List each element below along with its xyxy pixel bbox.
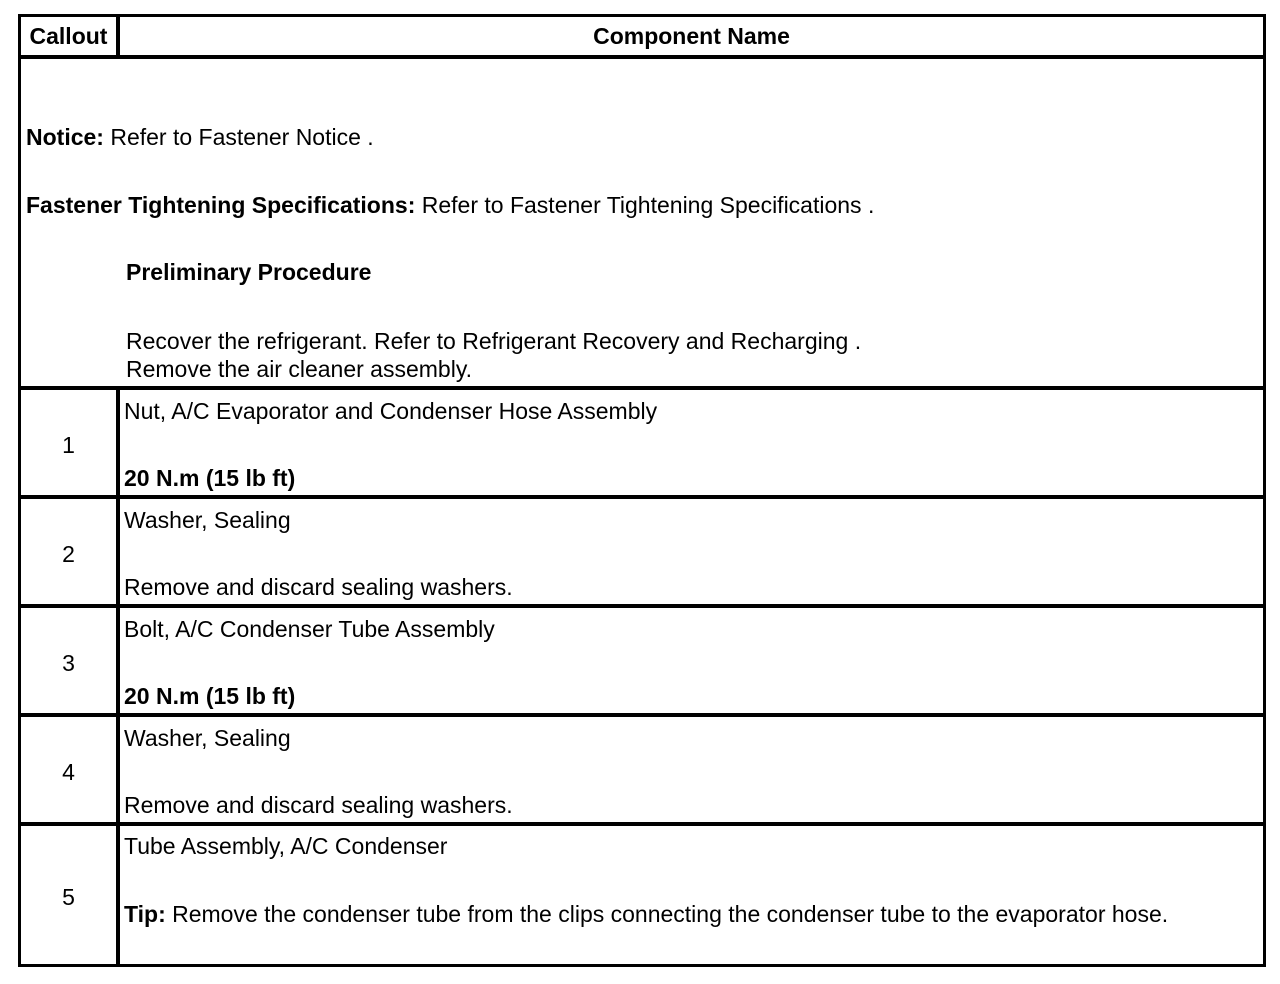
notice-text: Refer to Fastener Notice . (103, 124, 374, 150)
component-name: Nut, A/C Evaporator and Condenser Hose Assembly (124, 398, 658, 424)
callout-column-header: Callout (29, 22, 108, 49)
callout-number: 5 (62, 884, 75, 910)
component-instruction: Remove and discard sealing washers. (124, 574, 513, 600)
preliminary-step: Remove the air cleaner assembly. (126, 356, 472, 382)
body-column-divider (116, 390, 120, 967)
preliminary-procedure-heading: Preliminary Procedure (126, 259, 372, 285)
callout-number: 4 (62, 759, 75, 785)
callout-number: 1 (62, 432, 75, 458)
component-name: Washer, Sealing (124, 725, 291, 751)
torque-spec: 20 N.m (15 lb ft) (124, 683, 296, 709)
component-name-column-header: Component Name (593, 22, 790, 49)
notice-label: Notice: (26, 124, 104, 150)
tip-text: Remove the condenser tube from the clips connecting the condenser tube to the evaporator hose. (165, 901, 1169, 927)
notice-line (26, 123, 374, 151)
tip-line (124, 900, 1168, 928)
row-divider (21, 495, 1263, 499)
preliminary-step: Recover the refrigerant. Refer to Refrigerant Recovery and Recharging . (126, 328, 862, 354)
fastener-spec-line (26, 191, 874, 219)
header-column-divider (116, 17, 120, 55)
fastener-spec-text: Refer to Fastener Tightening Specifications . (415, 192, 875, 218)
row-divider (21, 713, 1263, 717)
torque-spec: 20 N.m (15 lb ft) (124, 465, 296, 491)
component-name: Washer, Sealing (124, 507, 291, 533)
row-divider (21, 604, 1263, 608)
callout-number: 3 (62, 650, 75, 676)
header-row-divider (21, 55, 1263, 59)
component-name: Tube Assembly, A/C Condenser (124, 833, 448, 859)
fastener-spec-label: Fastener Tightening Specifications: (26, 192, 416, 218)
callout-number: 2 (62, 541, 75, 567)
tip-label: Tip: (124, 901, 166, 927)
component-name: Bolt, A/C Condenser Tube Assembly (124, 616, 495, 642)
row-divider (21, 822, 1263, 826)
intro-row-divider (21, 386, 1263, 390)
component-instruction: Remove and discard sealing washers. (124, 792, 513, 818)
component-table (18, 14, 1266, 967)
